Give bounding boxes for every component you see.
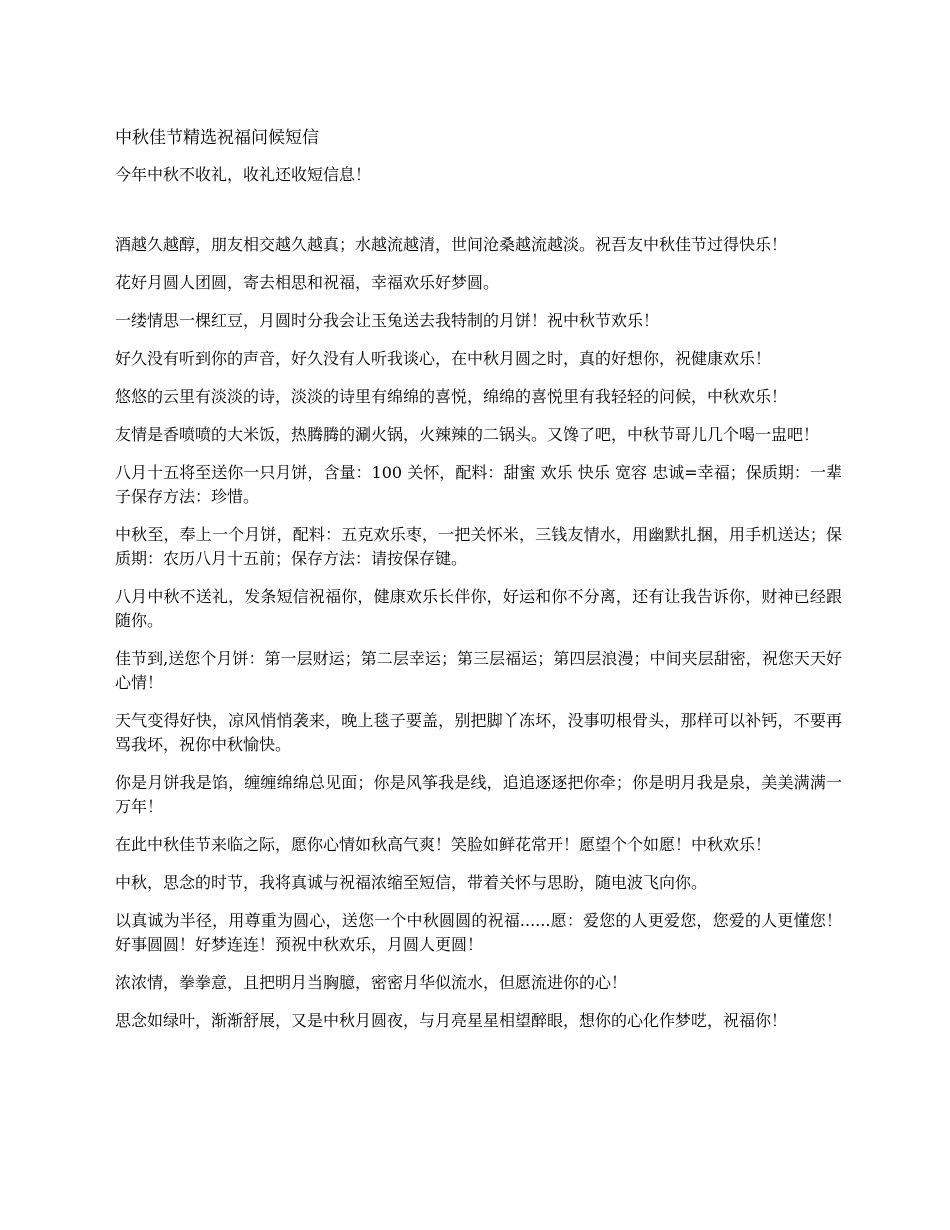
greeting-paragraph: 花好月圆人团圆，寄去相思和祝福，幸福欢乐好梦圆。 (115, 273, 500, 292)
greeting-paragraph: 八月十五将至送你一只月饼，含量：100 关怀，配料：甜蜜 欢乐 快乐 宽容 忠诚=幸福；保质期：一辈子保存方法：珍惜。 (115, 463, 842, 506)
paragraph-list (115, 233, 842, 1033)
greeting-paragraph: 酒越久越醇，朋友相交越久越真；水越流越清，世间沧桑越流越淡。祝吾友中秋佳节过得快乐！ (115, 235, 788, 254)
intro-paragraph: 今年中秋不收礼，收礼还收短信息！ (115, 165, 372, 184)
greeting-paragraph: 悠悠的云里有淡淡的诗，淡淡的诗里有绵绵的喜悦，绵绵的喜悦里有我轻轻的问候，中秋欢乐！ (115, 387, 788, 406)
blank-line (115, 201, 842, 233)
greeting-paragraph: 浓浓情，拳拳意，且把明月当胸臆，密密月华似流水，但愿流进你的心！ (115, 973, 628, 992)
greeting-paragraph: 佳节到,送您个月饼：第一层财运；第二层幸运；第三层福运；第四层浪漫；中间夹层甜密，祝您天天好心情！ (115, 649, 842, 692)
greeting-paragraph: 八月中秋不送礼，发条短信祝福你，健康欢乐长伴你，好运和你不分离，还有让我告诉你，财神已经跟随你。 (115, 587, 842, 630)
greeting-paragraph: 一缕情思一棵红豆，月圆时分我会让玉兔送去我特制的月饼！祝中秋节欢乐！ (115, 311, 660, 330)
greeting-paragraph: 中秋至，奉上一个月饼，配料：五克欢乐枣，一把关怀米，三钱友情水，用幽默扎捆，用手机送达；保质期：农历八月十五前；保存方法：请按保存键。 (115, 525, 842, 568)
greeting-paragraph: 中秋，思念的时节，我将真诚与祝福浓缩至短信，带着关怀与思盼，随电波飞向你。 (115, 873, 708, 892)
greeting-paragraph: 以真诚为半径，用尊重为圆心，送您一个中秋圆圆的祝福......愿：爱您的人更爱您，您爱的人更懂您！好事圆圆！好梦连连！预祝中秋欢乐，月圆人更圆！ (115, 911, 842, 954)
greeting-paragraph: 友情是香喷喷的大米饭，热腾腾的涮火锅，火辣辣的二锅头。又馋了吧，中秋节哥儿几个喝一盅吧！ (115, 425, 820, 444)
greeting-paragraph: 天气变得好快，凉风悄悄袭来，晚上毯子要盖，别把脚丫冻坏，没事叨根骨头，那样可以补钙，不要再骂我坏，祝你中秋愉快。 (115, 711, 842, 754)
document-title: 中秋佳节精选祝福问候短信 (115, 128, 319, 148)
greeting-paragraph: 在此中秋佳节来临之际，愿你心情如秋高气爽！笑脸如鲜花常开！愿望个个如愿！中秋欢乐！ (115, 835, 772, 854)
document-page (115, 126, 842, 1047)
greeting-paragraph: 好久没有听到你的声音，好久没有人听我谈心，在中秋月圆之时，真的好想你，祝健康欢乐！ (115, 349, 772, 368)
greeting-paragraph: 思念如绿叶，渐渐舒展，又是中秋月圆夜，与月亮星星相望醉眼，想你的心化作梦呓，祝福你！ (115, 1011, 788, 1030)
greeting-paragraph: 你是月饼我是馅，缠缠绵绵总见面；你是风筝我是线，追追逐逐把你牵；你是明月我是泉，美美满满一万年！ (115, 773, 842, 816)
